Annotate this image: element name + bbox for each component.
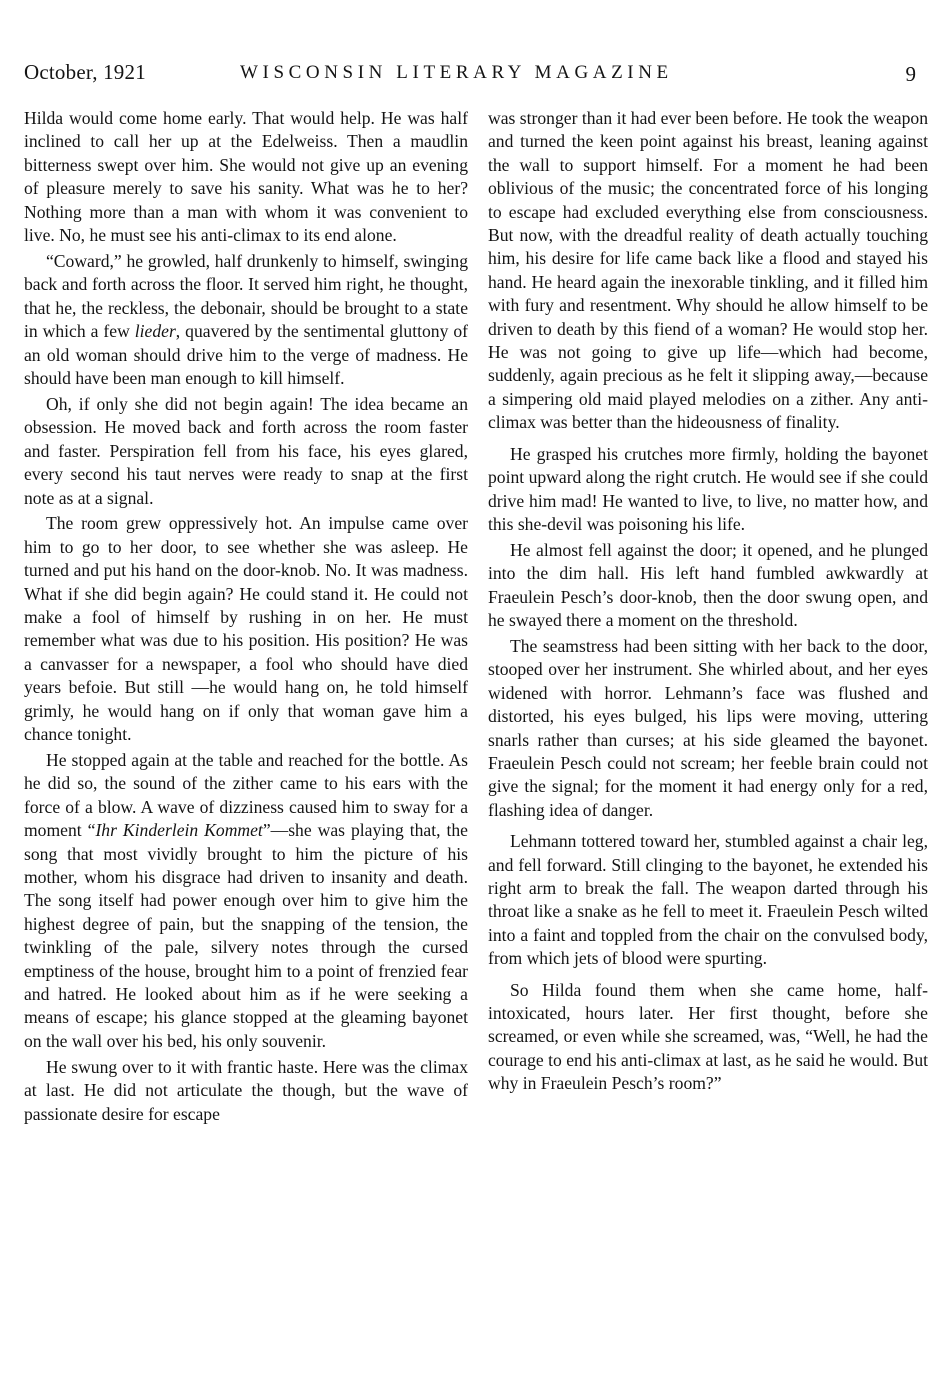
paragraph: The seamstress had been sitting with her back to the door, stooped over her instrument. She whirled about, and her eyes widened with horror. Lehmann’s face was flushed and distorted, his eyes bulged, his lips were moving, uttering snarls rather than curses; at his side gleamed the bayonet. Fraeulein Pesch could not scream; her feeble brain could not give the signal; for the moment it had energy only for a red, flashing idea of danger. — [488, 635, 928, 820]
paragraph: Oh, if only she did not begin again! The idea became an obsession. He moved back and forth across the room faster and faster. Perspiration fell from his face, his eyes glared, every second his taut nerves were ready to snap at the first note as at a signal. — [24, 393, 468, 508]
magazine-title: WISCONSIN LITERARY MAGAZINE — [240, 62, 673, 83]
paragraph: was stronger than it had ever been before. He took the weapon and turned the keen point against his breast, leaning against the wall to support himself. For a moment he had been oblivious of the music; the concentrated force of his longing to escape had excluded everything else from consciousness. But now, with the dreadful reality of death actually touching him, his desire for life came back like a flood and stayed his hand. He heard again the inexorable tinkling, and it filled him with fury and resentment. Why should he allow himself to be driven to death by this fiend of a woman? He would stop her. He was not going to give up life—which had become, suddenly, again precious as he felt it slipping away,—because a simpering old maid played melodies on a zither. Any anti-climax was better than the hideousness of finality. — [488, 108, 928, 433]
running-head — [24, 60, 920, 92]
paragraph-text: ”—she was playing that, the song that most vividly brought to him the picture of his mother, whom his disgrace had driven to insanity and death. The song itself had power enough over him to give him the highest degree of pain, but the snapping of the tension, the twinkling of the pale, silvery notes through the cursed emptiness of the house, brought him to a point of frenzied fear and hatred. He looked about him as if he were seeking a means of escape; his glance stopped at the gleaming bayonet on the wall over his bed, his only souvenir. — [24, 820, 468, 1051]
paragraph: He swung over to it with frantic haste. Here was the climax at last. He did not articulate the though, but the wave of passionate desire for escape — [24, 1056, 468, 1124]
paragraph-text: He stopped again at the table and reached for the bottle. As he did so, the sound of the zither came to his ears with the force of a blow. A wave of dizziness caused him to sway for a moment “ — [24, 749, 468, 841]
paragraph-text: , quavered by the sentimental gluttony of an old woman should drive him to the verge of madness. He should have been man enough to kill himself. — [24, 321, 468, 388]
paragraph — [24, 749, 468, 1053]
issue-date: October, 1921 — [24, 60, 146, 84]
paragraph-text: “Coward,” he growled, half drunkenly to himself, swinging back and forth across the floor. It served him right, he thought, that he, the reckless, the debonair, should be brought to a state in which a few — [24, 250, 468, 342]
song-title: Ihr Kinderlein Kommet — [95, 820, 263, 841]
paragraph: Hilda would come home early. That would help. He was half inclined to call her up at the Edelweiss. Then a maudlin bitterness swept over him. She would not give up an evening of pleasure merely to save his sanity. What was he to her? Nothing more than a man with whom it was convenient to live. No, he must see his anti-climax to its end alone. — [24, 108, 468, 246]
paragraph: He grasped his crutches more firmly, holding the bayonet point upward along the right crutch. He would see if she could drive him mad! He wanted to live, to live, no matter how, and this she-devil was poisoning his life. — [488, 443, 928, 534]
italic-word: lieder — [134, 321, 176, 342]
left-column — [24, 107, 468, 1128]
right-column — [488, 107, 928, 1098]
paragraph: The room grew oppressively hot. An impulse came over him to go to her door, to see whether she was asleep. He turned and put his hand on the door-knob. No. It was madness. What if she did begin again? He could stand it. He could not make a fool of himself by rushing in on her. He must remember what was due to his position. His position? He was a canvasser for a newspaper, a fool who should have died years befoie. But still —he would hang on, he told himself grimly, he would hang on if only that woman gave him a chance tonight. — [24, 513, 468, 745]
paragraph: He almost fell against the door; it opened, and he plunged into the dim hall. His left hand fumbled awkwardly at Fraeulein Pesch’s door-knob, then the door swung open, and he swayed there a moment on the threshold. — [488, 539, 928, 631]
paragraph — [24, 250, 468, 390]
page-number: 9 — [905, 62, 916, 86]
paragraph: Lehmann tottered toward her, stumbled against a chair leg, and fell forward. Still clinging to the bayonet, he extended his right arm to break the fall. The weapon darted through his throat like a snake as he fell to meet it. Fraeulein Pesch wilted into a faint and toppled from the chair on the convulsed body, from which jets of blood were spurting. — [488, 831, 928, 969]
paragraph: So Hilda found them when she came home, half-intoxicated, hours later. Her first thought, before she screamed, or even while she screamed, was, “Well, he had the courage to end his anti-climax at last, as he said he would. But why in Fraeulein Pesch’s room?” — [488, 979, 928, 1094]
